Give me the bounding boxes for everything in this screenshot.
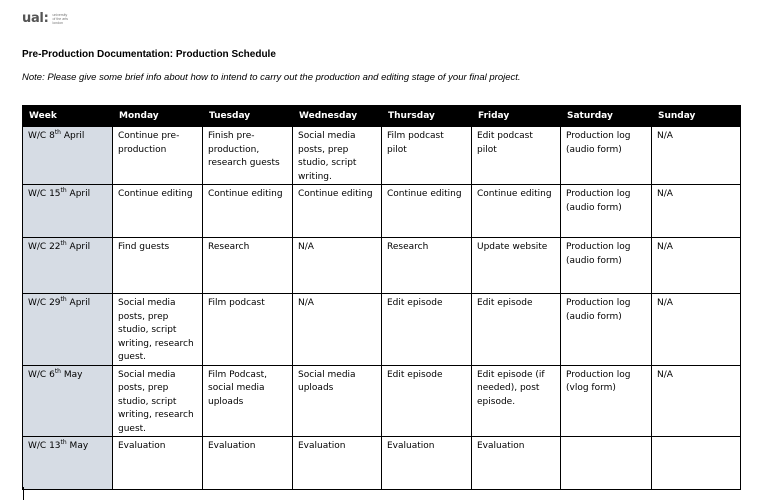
schedule-cell: Production log (audio form) xyxy=(561,238,652,294)
schedule-cell: Continue editing xyxy=(113,185,203,238)
week-label-part: April xyxy=(60,131,85,141)
ordinal-suffix: th xyxy=(60,240,67,247)
schedule-cell: Update website xyxy=(472,238,561,294)
schedule-cell: Production log (audio form) xyxy=(561,185,652,238)
table-row xyxy=(23,365,741,437)
week-label-part: W/C 29 xyxy=(28,298,61,308)
schedule-cell: N/A xyxy=(652,294,741,366)
ordinal-suffix: th xyxy=(60,296,67,303)
ordinal-suffix: th xyxy=(54,129,61,136)
schedule-cell: Continue editing xyxy=(472,185,561,238)
week-cell xyxy=(23,127,113,185)
schedule-cell: Research xyxy=(203,238,293,294)
column-header: Week xyxy=(23,106,113,127)
schedule-cell: Evaluation xyxy=(472,437,561,490)
ordinal-suffix: th xyxy=(54,367,61,375)
schedule-cell: N/A xyxy=(652,127,741,185)
schedule-cell: Continue pre-production xyxy=(113,127,203,185)
schedule-cell: Social media posts, prep studio, script writing, research guest. xyxy=(113,294,203,366)
schedule-cell: Evaluation xyxy=(293,437,382,490)
schedule-cell: N/A xyxy=(652,185,741,238)
week-label-part: W/C 22 xyxy=(28,242,61,252)
schedule-cell: Edit episode xyxy=(382,294,472,366)
schedule-cell: N/A xyxy=(293,294,382,366)
schedule-cell xyxy=(561,437,652,490)
week-label-part: April xyxy=(66,242,91,252)
week-label-part: W/C 8 xyxy=(28,131,55,141)
week-cell xyxy=(23,437,113,490)
schedule-cell: N/A xyxy=(652,238,741,294)
schedule-cell: Film podcast xyxy=(203,294,293,366)
schedule-cell: Edit episode xyxy=(382,365,472,437)
schedule-cell: Film Podcast, social media uploads xyxy=(203,365,293,437)
column-header: Thursday xyxy=(382,106,472,127)
schedule-cell: Social media posts, prep studio, script writing, research guest. xyxy=(113,365,203,437)
schedule-cell: Find guests xyxy=(113,238,203,294)
logo-line: university xyxy=(52,13,68,17)
schedule-cell: Evaluation xyxy=(113,437,203,490)
logo-mark: ual: xyxy=(22,11,49,26)
schedule-cell: Research xyxy=(382,238,472,294)
schedule-body xyxy=(23,127,741,490)
schedule-cell: Social media posts, prep studio, script writing. xyxy=(293,127,382,185)
logo-line: of the arts xyxy=(52,17,69,21)
week-cell xyxy=(23,294,113,366)
week-cell xyxy=(23,185,113,238)
table-row xyxy=(23,238,741,294)
ordinal-suffix: th xyxy=(60,439,67,446)
column-header: Tuesday xyxy=(203,106,293,127)
schedule-cell: Edit episode (if needed), post episode. xyxy=(472,365,561,437)
document-title: Pre-Production Documentation: Production Schedule xyxy=(22,49,276,60)
logo-line: london xyxy=(52,21,63,25)
ordinal-suffix: th xyxy=(60,187,67,194)
production-schedule-table xyxy=(22,105,741,490)
column-header: Sunday xyxy=(652,106,741,127)
week-cell xyxy=(23,365,113,437)
instruction-note: Note: Please give some brief info about how to intend to carry out the production and editing stage of your final project. xyxy=(22,72,521,83)
schedule-cell: Finish pre-production, research guests xyxy=(203,127,293,185)
week-cell xyxy=(23,238,113,294)
schedule-cell: Evaluation xyxy=(382,437,472,490)
logo-subtitle xyxy=(52,13,68,25)
schedule-cell: Production log (vlog form) xyxy=(561,365,652,437)
week-label-part: April xyxy=(66,298,91,308)
schedule-cell: Continue editing xyxy=(203,185,293,238)
text-cursor xyxy=(23,487,24,500)
schedule-cell: Edit episode xyxy=(472,294,561,366)
schedule-cell: Social media uploads xyxy=(293,365,382,437)
schedule-cell: Evaluation xyxy=(203,437,293,490)
column-header: Friday xyxy=(472,106,561,127)
column-header: Saturday xyxy=(561,106,652,127)
table-row xyxy=(23,294,741,366)
schedule-cell: N/A xyxy=(293,238,382,294)
schedule-cell: Continue editing xyxy=(293,185,382,238)
schedule-cell: Edit podcast pilot xyxy=(472,127,561,185)
schedule-cell: Film podcast pilot xyxy=(382,127,472,185)
column-header: Monday xyxy=(113,106,203,127)
schedule-cell xyxy=(652,437,741,490)
table-row xyxy=(23,437,741,490)
table-row xyxy=(23,127,741,185)
week-label-part: W/C 15 xyxy=(28,189,61,199)
week-label-part: April xyxy=(66,189,91,199)
schedule-cell: N/A xyxy=(652,365,741,437)
column-header: Wednesday xyxy=(293,106,382,127)
header-row xyxy=(23,106,741,127)
table-row xyxy=(23,185,741,238)
week-label-part: May xyxy=(60,369,83,380)
week-label-part: W/C 6 xyxy=(28,369,55,380)
schedule-cell: Production log (audio form) xyxy=(561,294,652,366)
ual-logo xyxy=(22,12,68,26)
week-label-part: May xyxy=(66,441,89,451)
schedule-cell: Production log (audio form) xyxy=(561,127,652,185)
schedule-cell: Continue editing xyxy=(382,185,472,238)
week-label-part: W/C 13 xyxy=(28,441,61,451)
